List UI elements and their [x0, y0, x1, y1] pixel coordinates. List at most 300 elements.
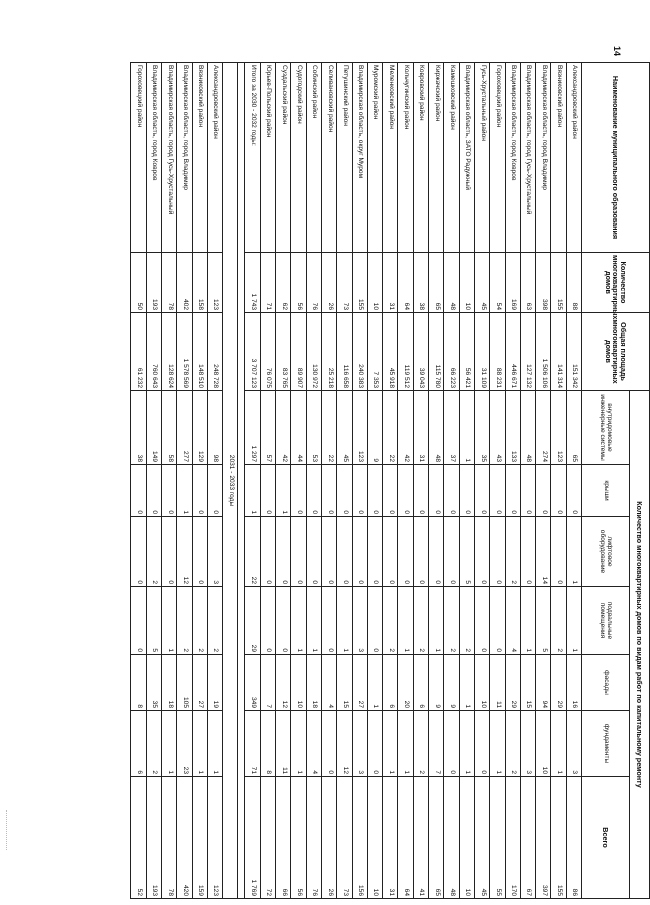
- cell-eng: 277: [177, 391, 192, 465]
- cell-roof: 0: [207, 465, 222, 517]
- table-row: [566, 63, 581, 899]
- cell-name: Судогодский район: [291, 63, 306, 253]
- cell-fnd: 2: [505, 711, 520, 777]
- cell-roof: 0: [459, 465, 474, 517]
- cell-area: 39 043: [413, 313, 428, 391]
- cell-elev: 0: [398, 517, 413, 587]
- cell-area: 3 707 123: [245, 313, 260, 391]
- cell-name: Итого за 2030 - 2032 годы:: [245, 63, 260, 253]
- cell-roof: 0: [566, 465, 581, 517]
- cell-base: 0: [276, 587, 291, 655]
- cell-name: Владимирская область, город Ковров: [146, 63, 161, 253]
- header-name: Наименование муниципального образования: [582, 63, 650, 253]
- cell-fac: 27: [352, 655, 367, 711]
- header-repairs-group: Количество многоквартирных домов по видам работ по капитальному ремонту: [630, 391, 650, 899]
- cell-eng: 133: [505, 391, 520, 465]
- cell-roof: 0: [505, 465, 520, 517]
- cell-count: 63: [520, 253, 535, 313]
- cell-total: 65: [429, 777, 444, 899]
- cell-fac: 27: [192, 655, 207, 711]
- cell-name: Александровский район: [207, 63, 222, 253]
- cell-base: 0: [367, 587, 382, 655]
- table-row: [429, 63, 444, 899]
- table-row: [398, 63, 413, 899]
- cell-roof: 0: [161, 465, 176, 517]
- cell-fnd: 2: [146, 711, 161, 777]
- cell-roof: 0: [551, 465, 566, 517]
- cell-area: 1 506 106: [536, 313, 551, 391]
- cell-count: 76: [306, 253, 321, 313]
- cell-roof: 0: [474, 465, 489, 517]
- cell-roof: 0: [536, 465, 551, 517]
- cell-name: Вязниковский район: [551, 63, 566, 253]
- repair-table: [130, 62, 650, 899]
- header-roofs: крыши: [582, 465, 630, 517]
- cell-fac: 35: [146, 655, 161, 711]
- cell-total: 76: [306, 777, 321, 899]
- cell-fnd: 11: [276, 711, 291, 777]
- cell-fnd: 8: [260, 711, 275, 777]
- cell-fnd: 3: [566, 711, 581, 777]
- cell-fac: 16: [566, 655, 581, 711]
- cell-base: 1: [337, 587, 352, 655]
- cell-area: 127 132: [520, 313, 535, 391]
- cell-total: 1 769: [245, 777, 260, 899]
- cell-name: Петушинский район: [337, 63, 352, 253]
- cell-total: 52: [131, 777, 147, 899]
- cell-fac: 19: [207, 655, 222, 711]
- cell-area: 66 223: [444, 313, 459, 391]
- cell-roof: 0: [413, 465, 428, 517]
- cell-count: 155: [352, 253, 367, 313]
- cell-eng: 98: [207, 391, 222, 465]
- cell-area: 119 512: [398, 313, 413, 391]
- cell-total: 159: [192, 777, 207, 899]
- table-row: [161, 63, 176, 899]
- cell-count: 10: [367, 253, 382, 313]
- cell-area: 89 907: [291, 313, 306, 391]
- table-row: [131, 63, 147, 899]
- cell-area: 88 231: [490, 313, 505, 391]
- cell-eng: 58: [161, 391, 176, 465]
- cell-elev: 0: [161, 517, 176, 587]
- header-engineering: внутридомовые инженерные системы: [582, 391, 630, 465]
- cell-count: 48: [444, 253, 459, 313]
- cell-fnd: 1: [383, 711, 398, 777]
- cell-eng: 42: [398, 391, 413, 465]
- cell-name: Александровский район: [566, 63, 581, 253]
- cell-fnd: 12: [337, 711, 352, 777]
- cell-base: 0: [131, 587, 147, 655]
- cell-eng: 22: [383, 391, 398, 465]
- table-row: [536, 63, 551, 899]
- cell-fnd: 1: [207, 711, 222, 777]
- cell-roof: 0: [337, 465, 352, 517]
- cell-name: Вязниковский район: [192, 63, 207, 253]
- cell-fnd: 2: [413, 711, 428, 777]
- cell-name: Суздальский район: [276, 63, 291, 253]
- cell-base: 2: [413, 587, 428, 655]
- table-row: [337, 63, 352, 899]
- cell-name: Селивановский район: [321, 63, 336, 253]
- cell-fac: 29: [551, 655, 566, 711]
- cell-count: 26: [321, 253, 336, 313]
- cell-total: 397: [536, 777, 551, 899]
- cell-area: 116 658: [337, 313, 352, 391]
- cell-base: 3: [352, 587, 367, 655]
- cell-base: 1: [306, 587, 321, 655]
- cell-elev: 0: [131, 517, 147, 587]
- cell-count: 56: [291, 253, 306, 313]
- cell-count: 62: [276, 253, 291, 313]
- cell-elev: 0: [474, 517, 489, 587]
- cell-elev: 0: [444, 517, 459, 587]
- cell-elev: 0: [413, 517, 428, 587]
- cell-fac: 1: [459, 655, 474, 711]
- cell-fnd: 1: [192, 711, 207, 777]
- cell-fac: 349: [245, 655, 260, 711]
- cell-fac: 94: [536, 655, 551, 711]
- table-row: [146, 63, 161, 899]
- cell-eng: 35: [474, 391, 489, 465]
- cell-eng: 129: [192, 391, 207, 465]
- cell-area: 240 383: [352, 313, 367, 391]
- cell-elev: 1: [566, 517, 581, 587]
- cell-fnd: 3: [520, 711, 535, 777]
- cell-count: 65: [429, 253, 444, 313]
- cell-fnd: 10: [536, 711, 551, 777]
- cell-count: 155: [551, 253, 566, 313]
- cell-area: 151 342: [566, 313, 581, 391]
- cell-elev: 14: [536, 517, 551, 587]
- table-row: [367, 63, 382, 899]
- cell-base: 5: [536, 587, 551, 655]
- table-row: [383, 63, 398, 899]
- header-elevators: лифтовое оборудование: [582, 517, 630, 587]
- cell-total: 86: [566, 777, 581, 899]
- cell-area: 56 421: [459, 313, 474, 391]
- cell-eng: 48: [429, 391, 444, 465]
- cell-fnd: 1: [398, 711, 413, 777]
- cell-fnd: 0: [321, 711, 336, 777]
- rotated-table-container: [130, 62, 650, 898]
- cell-count: 158: [192, 253, 207, 313]
- cell-base: 2: [192, 587, 207, 655]
- cell-count: 64: [398, 253, 413, 313]
- cell-elev: 0: [352, 517, 367, 587]
- cell-total: 56: [291, 777, 306, 899]
- cell-count: 78: [161, 253, 176, 313]
- cell-area: 7 353: [367, 313, 382, 391]
- cell-roof: 0: [444, 465, 459, 517]
- cell-base: 29: [245, 587, 260, 655]
- cell-fnd: 71: [245, 711, 260, 777]
- cell-total: 155: [551, 777, 566, 899]
- cell-area: 148 510: [192, 313, 207, 391]
- cell-count: 123: [207, 253, 222, 313]
- cell-elev: 0: [260, 517, 275, 587]
- cell-name: Гороховецкий район: [131, 63, 147, 253]
- cell-area: 61 232: [131, 313, 147, 391]
- cell-fac: 12: [276, 655, 291, 711]
- cell-count: 88: [566, 253, 581, 313]
- table-row: [207, 63, 222, 899]
- cell-eng: 37: [444, 391, 459, 465]
- cell-roof: 0: [520, 465, 535, 517]
- table-row: [352, 63, 367, 899]
- cell-fnd: 7: [429, 711, 444, 777]
- page-number: 14: [612, 46, 622, 57]
- cell-area: 31 109: [474, 313, 489, 391]
- cell-eng: 123: [551, 391, 566, 465]
- cell-fac: 4: [321, 655, 336, 711]
- cell-roof: 1: [177, 465, 192, 517]
- cell-elev: 22: [245, 517, 260, 587]
- cell-eng: 22: [321, 391, 336, 465]
- cell-roof: 0: [260, 465, 275, 517]
- cell-elev: 0: [551, 517, 566, 587]
- cell-base: 5: [146, 587, 161, 655]
- cell-roof: 1: [245, 465, 260, 517]
- cell-total: 67: [520, 777, 535, 899]
- cell-total: 48: [444, 777, 459, 899]
- total-row: [245, 63, 260, 899]
- header-facades: фасады: [582, 655, 630, 711]
- cell-total: 193: [146, 777, 161, 899]
- table-row: [551, 63, 566, 899]
- cell-count: 193: [146, 253, 161, 313]
- cell-elev: 0: [490, 517, 505, 587]
- cell-elev: 0: [337, 517, 352, 587]
- cell-total: 41: [413, 777, 428, 899]
- cell-eng: 149: [146, 391, 161, 465]
- cell-base: 2: [551, 587, 566, 655]
- cell-fac: 105: [177, 655, 192, 711]
- cell-name: Владимирская область, город Владимир: [177, 63, 192, 253]
- cell-base: 0: [490, 587, 505, 655]
- cell-eng: 45: [337, 391, 352, 465]
- cell-total: 26: [321, 777, 336, 899]
- cell-fnd: 4: [306, 711, 321, 777]
- cell-area: 248 728: [207, 313, 222, 391]
- spacer-cell: [238, 63, 245, 899]
- cell-fnd: 23: [177, 711, 192, 777]
- cell-name: Муромский район: [367, 63, 382, 253]
- cell-base: 1: [429, 587, 444, 655]
- cell-base: 1: [291, 587, 306, 655]
- cell-elev: 0: [383, 517, 398, 587]
- table-row: [474, 63, 489, 899]
- cell-name: Гусь-Хрустальный район: [474, 63, 489, 253]
- cell-total: 156: [352, 777, 367, 899]
- cell-name: Киржачский район: [429, 63, 444, 253]
- cell-fac: 6: [413, 655, 428, 711]
- cell-fac: 8: [131, 655, 147, 711]
- cell-eng: 42: [276, 391, 291, 465]
- cell-total: 10: [459, 777, 474, 899]
- cell-fnd: 1: [459, 711, 474, 777]
- cell-count: 50: [131, 253, 147, 313]
- cell-area: 128 624: [161, 313, 176, 391]
- cell-elev: 5: [459, 517, 474, 587]
- cell-fnd: 0: [444, 711, 459, 777]
- cell-eng: 65: [566, 391, 581, 465]
- cell-base: 2: [459, 587, 474, 655]
- cell-area: 115 780: [429, 313, 444, 391]
- cell-area: 760 643: [146, 313, 161, 391]
- cell-fac: 15: [337, 655, 352, 711]
- cell-roof: 0: [306, 465, 321, 517]
- cell-count: 71: [260, 253, 275, 313]
- period-row: [223, 63, 238, 899]
- cell-total: 73: [337, 777, 352, 899]
- cell-eng: 43: [490, 391, 505, 465]
- cell-name: Ковровский район: [413, 63, 428, 253]
- cell-count: 169: [505, 253, 520, 313]
- cell-name: Гороховецкий район: [490, 63, 505, 253]
- cell-name: Владимирская область, город Гусь-Хрустальный: [520, 63, 535, 253]
- cell-area: 141 314: [551, 313, 566, 391]
- cell-name: Камешковский район: [444, 63, 459, 253]
- cell-fac: 7: [260, 655, 275, 711]
- cell-name: Меленковский район: [383, 63, 398, 253]
- cell-base: 1: [161, 587, 176, 655]
- cell-eng: 31: [413, 391, 428, 465]
- cell-fac: 9: [429, 655, 444, 711]
- cell-total: 31: [383, 777, 398, 899]
- cell-base: 2: [444, 587, 459, 655]
- cell-name: Кольчугинский район: [398, 63, 413, 253]
- cell-fnd: 0: [367, 711, 382, 777]
- cell-eng: 1: [459, 391, 474, 465]
- cell-elev: 0: [192, 517, 207, 587]
- cell-count: 38: [413, 253, 428, 313]
- cell-area: 1 578 569: [177, 313, 192, 391]
- cell-elev: 0: [520, 517, 535, 587]
- cell-base: 0: [474, 587, 489, 655]
- cell-count: 402: [177, 253, 192, 313]
- cell-roof: 0: [192, 465, 207, 517]
- cell-fnd: 1: [490, 711, 505, 777]
- cell-elev: 0: [306, 517, 321, 587]
- cell-elev: 0: [291, 517, 306, 587]
- cell-base: 2: [177, 587, 192, 655]
- cell-elev: 2: [146, 517, 161, 587]
- cell-area: 76 075: [260, 313, 275, 391]
- cell-base: 0: [321, 587, 336, 655]
- cell-elev: 2: [505, 517, 520, 587]
- cell-elev: 0: [276, 517, 291, 587]
- cell-roof: 0: [429, 465, 444, 517]
- spacer-row: [238, 63, 245, 899]
- cell-fac: 6: [383, 655, 398, 711]
- cell-fac: 20: [398, 655, 413, 711]
- cell-count: 398: [536, 253, 551, 313]
- table-row: [490, 63, 505, 899]
- cell-fac: 18: [161, 655, 176, 711]
- period-title: 2031 - 2033 годы: [223, 63, 238, 899]
- cell-roof: 0: [321, 465, 336, 517]
- cell-area: 130 972: [306, 313, 321, 391]
- cell-total: 45: [474, 777, 489, 899]
- cell-base: 4: [505, 587, 520, 655]
- cell-total: 10: [367, 777, 382, 899]
- cell-area: 25 218: [321, 313, 336, 391]
- header-count: Количество многоквартирных домов: [582, 253, 650, 313]
- cell-total: 420: [177, 777, 192, 899]
- cell-roof: 0: [146, 465, 161, 517]
- cell-roof: 0: [367, 465, 382, 517]
- table-row: [505, 63, 520, 899]
- cell-total: 170: [505, 777, 520, 899]
- cell-roof: 0: [490, 465, 505, 517]
- cell-total: 55: [490, 777, 505, 899]
- cell-eng: 57: [260, 391, 275, 465]
- cell-fac: 15: [520, 655, 535, 711]
- table-row: [321, 63, 336, 899]
- cell-eng: 38: [131, 391, 147, 465]
- cell-elev: 0: [429, 517, 444, 587]
- cell-eng: 274: [536, 391, 551, 465]
- cell-total: 123: [207, 777, 222, 899]
- cell-roof: 0: [131, 465, 147, 517]
- cell-fnd: 6: [131, 711, 147, 777]
- cell-name: Владимирская область, округ Муром: [352, 63, 367, 253]
- table-row: [177, 63, 192, 899]
- cell-fac: 10: [474, 655, 489, 711]
- cell-fnd: 1: [161, 711, 176, 777]
- cell-count: 54: [490, 253, 505, 313]
- header-foundations: фундаменты: [582, 711, 630, 777]
- cell-roof: 0: [383, 465, 398, 517]
- cell-fac: 11: [490, 655, 505, 711]
- cell-roof: 0: [398, 465, 413, 517]
- table-row: [444, 63, 459, 899]
- cell-fac: 10: [291, 655, 306, 711]
- cell-count: 10: [459, 253, 474, 313]
- cell-total: 64: [398, 777, 413, 899]
- cell-area: 446 671: [505, 313, 520, 391]
- scan-margin-mark: [6, 810, 8, 850]
- cell-roof: 1: [276, 465, 291, 517]
- cell-name: Владимирская область, ЗАТО Радужный: [459, 63, 474, 253]
- cell-roof: 0: [291, 465, 306, 517]
- cell-eng: 44: [291, 391, 306, 465]
- cell-base: 2: [207, 587, 222, 655]
- cell-fac: 29: [505, 655, 520, 711]
- cell-base: 1: [398, 587, 413, 655]
- cell-count: 73: [337, 253, 352, 313]
- cell-fac: 9: [444, 655, 459, 711]
- table-row: [291, 63, 306, 899]
- cell-name: Владимирская область, город Владимир: [536, 63, 551, 253]
- cell-elev: 12: [177, 517, 192, 587]
- cell-count: 31: [383, 253, 398, 313]
- cell-area: 83 765: [276, 313, 291, 391]
- cell-eng: 53: [306, 391, 321, 465]
- cell-elev: 0: [321, 517, 336, 587]
- cell-eng: 9: [367, 391, 382, 465]
- cell-total: 72: [260, 777, 275, 899]
- table-row: [306, 63, 321, 899]
- table-body: [131, 63, 582, 899]
- cell-name: Собинский район: [306, 63, 321, 253]
- cell-name: Владимирская область, город Ковров: [505, 63, 520, 253]
- table-row: [520, 63, 535, 899]
- cell-elev: 0: [367, 517, 382, 587]
- cell-base: 0: [260, 587, 275, 655]
- cell-count: 1 743: [245, 253, 260, 313]
